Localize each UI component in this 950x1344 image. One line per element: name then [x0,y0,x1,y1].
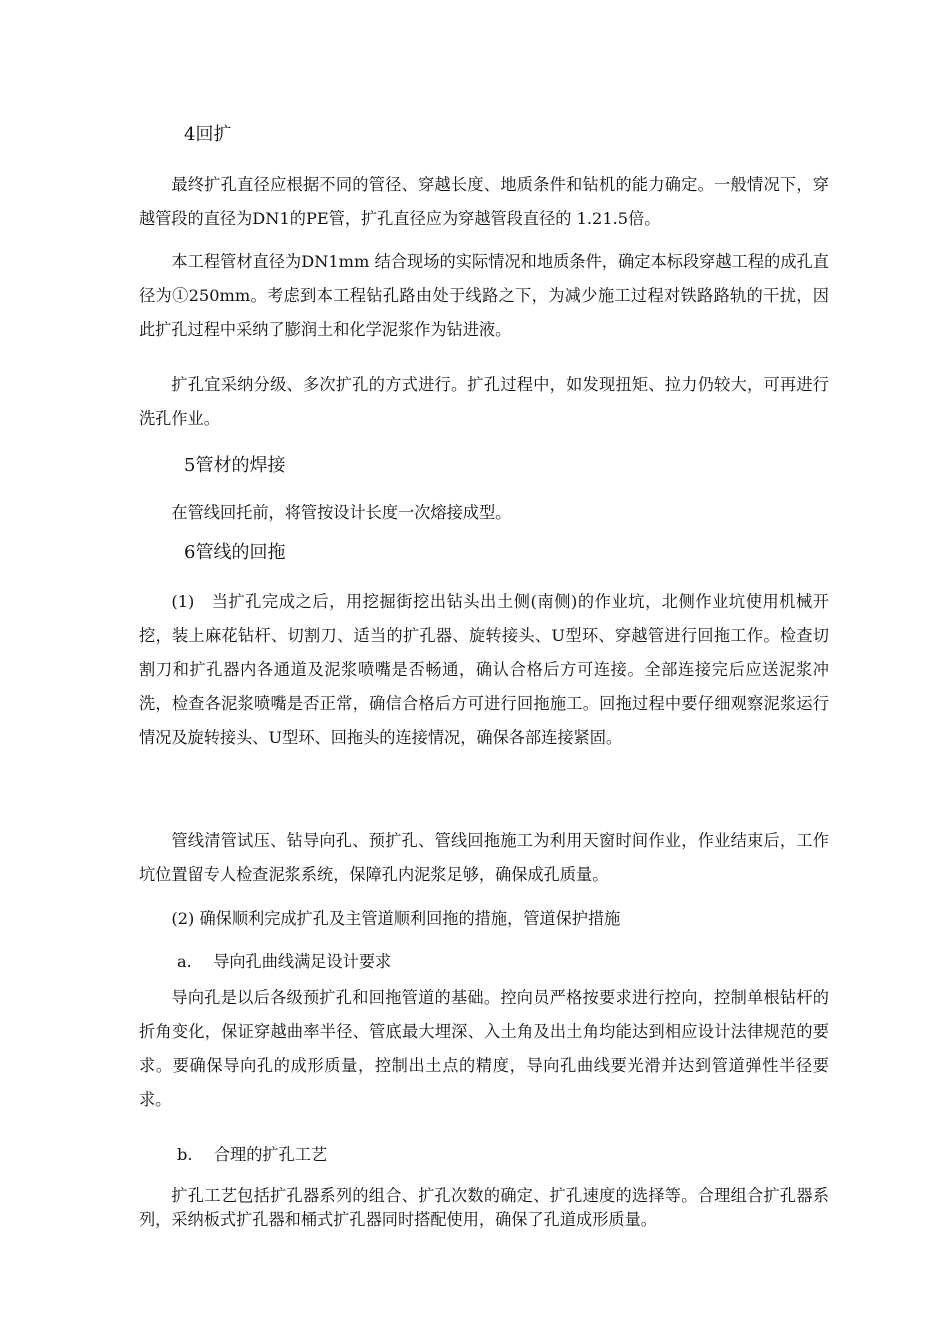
paragraph-project-diameter: 本工程管材直径为DN1mm 结合现场的实际情况和地质条件，确定本标段穿越工程的成孔直径为①250mm。考虑到本工程钻孔路由处于线路之下，为减少施工过程对铁路路轨的干扰，因此扩孔过程中采纳了膨润土和化学泥浆作为钻进液。 [139,252,829,339]
paragraph-pullback-step-1: (1) 当扩孔完成之后，用挖掘街挖出钻头出土侧(南侧)的作业坑，北侧作业坑使用机械开挖，装上麻花钻杆、切割刀、适当的扩孔器、旋转接头、U型环、穿越管进行回拖工作。检查切割刀和扩孔器内各通道及泥浆喷嘴是否畅通，确认合格后方可连接。全部连接完后应送泥浆冲洗，检查各泥浆喷嘴是否正常，确信合格后方可进行回拖施工。回拖过程中要仔细观察泥浆运行情况及旋转接头、U型环、回拖头的连接情况，确保各部连接紧固。 [139,592,829,747]
subheading-b: b. 合理的扩孔工艺 [177,1145,328,1164]
paragraph-reaming-process: 扩孔工艺包括扩孔器系列的组合、扩孔次数的确定、扩孔速度的选择等。合理组合扩孔器系列，采纳板式扩孔器和桶式扩孔器同时搭配使用，确保了孔道成形质量。 [139,1186,829,1229]
subheading-a: a. 导向孔曲线满足设计要求 [177,952,392,971]
paragraph-reaming-diameter: 最终扩孔直径应根据不同的管径、穿越长度、地质条件和钻机的能力确定。一般情况下，穿越管段的直径为DN1的PE管，扩孔直径应为穿越管段直径的 1.21.5倍。 [139,175,829,228]
section-heading-4: 4回扩 [184,124,232,145]
paragraph-pullback-schedule: 管线清管试压、钻导向孔、预扩孔、管线回拖施工为利用天窗时间作业，作业结束后，工作坑位置留专人检查泥浆系统，保障孔内泥浆足够，确保成孔质量。 [139,831,829,884]
paragraph-pullback-step-2: (2) 确保顺利完成扩孔及主管道顺利回拖的措施，管道保护措施 [171,909,621,928]
section-heading-6: 6管线的回拖 [184,542,286,563]
section-heading-5: 5管材的焊接 [184,455,286,476]
paragraph-welding: 在管线回托前，将管按设计长度一次熔接成型。 [171,503,512,522]
paragraph-reaming-method: 扩孔宜采纳分级、多次扩孔的方式进行。扩孔过程中，如发现扭矩、拉力仍较大，可再进行洗孔作业。 [139,375,829,428]
paragraph-guide-hole: 导向孔是以后各级预扩孔和回拖管道的基础。控向员严格按要求进行控向，控制单根钻杆的折角变化，保证穿越曲率半径、管底最大埋深、入土角及出土角均能达到相应设计法律规范的要求。要确保导向孔的成形质量，控制出土点的精度，导向孔曲线要光滑并达到管道弹性半径要求。 [139,988,829,1109]
